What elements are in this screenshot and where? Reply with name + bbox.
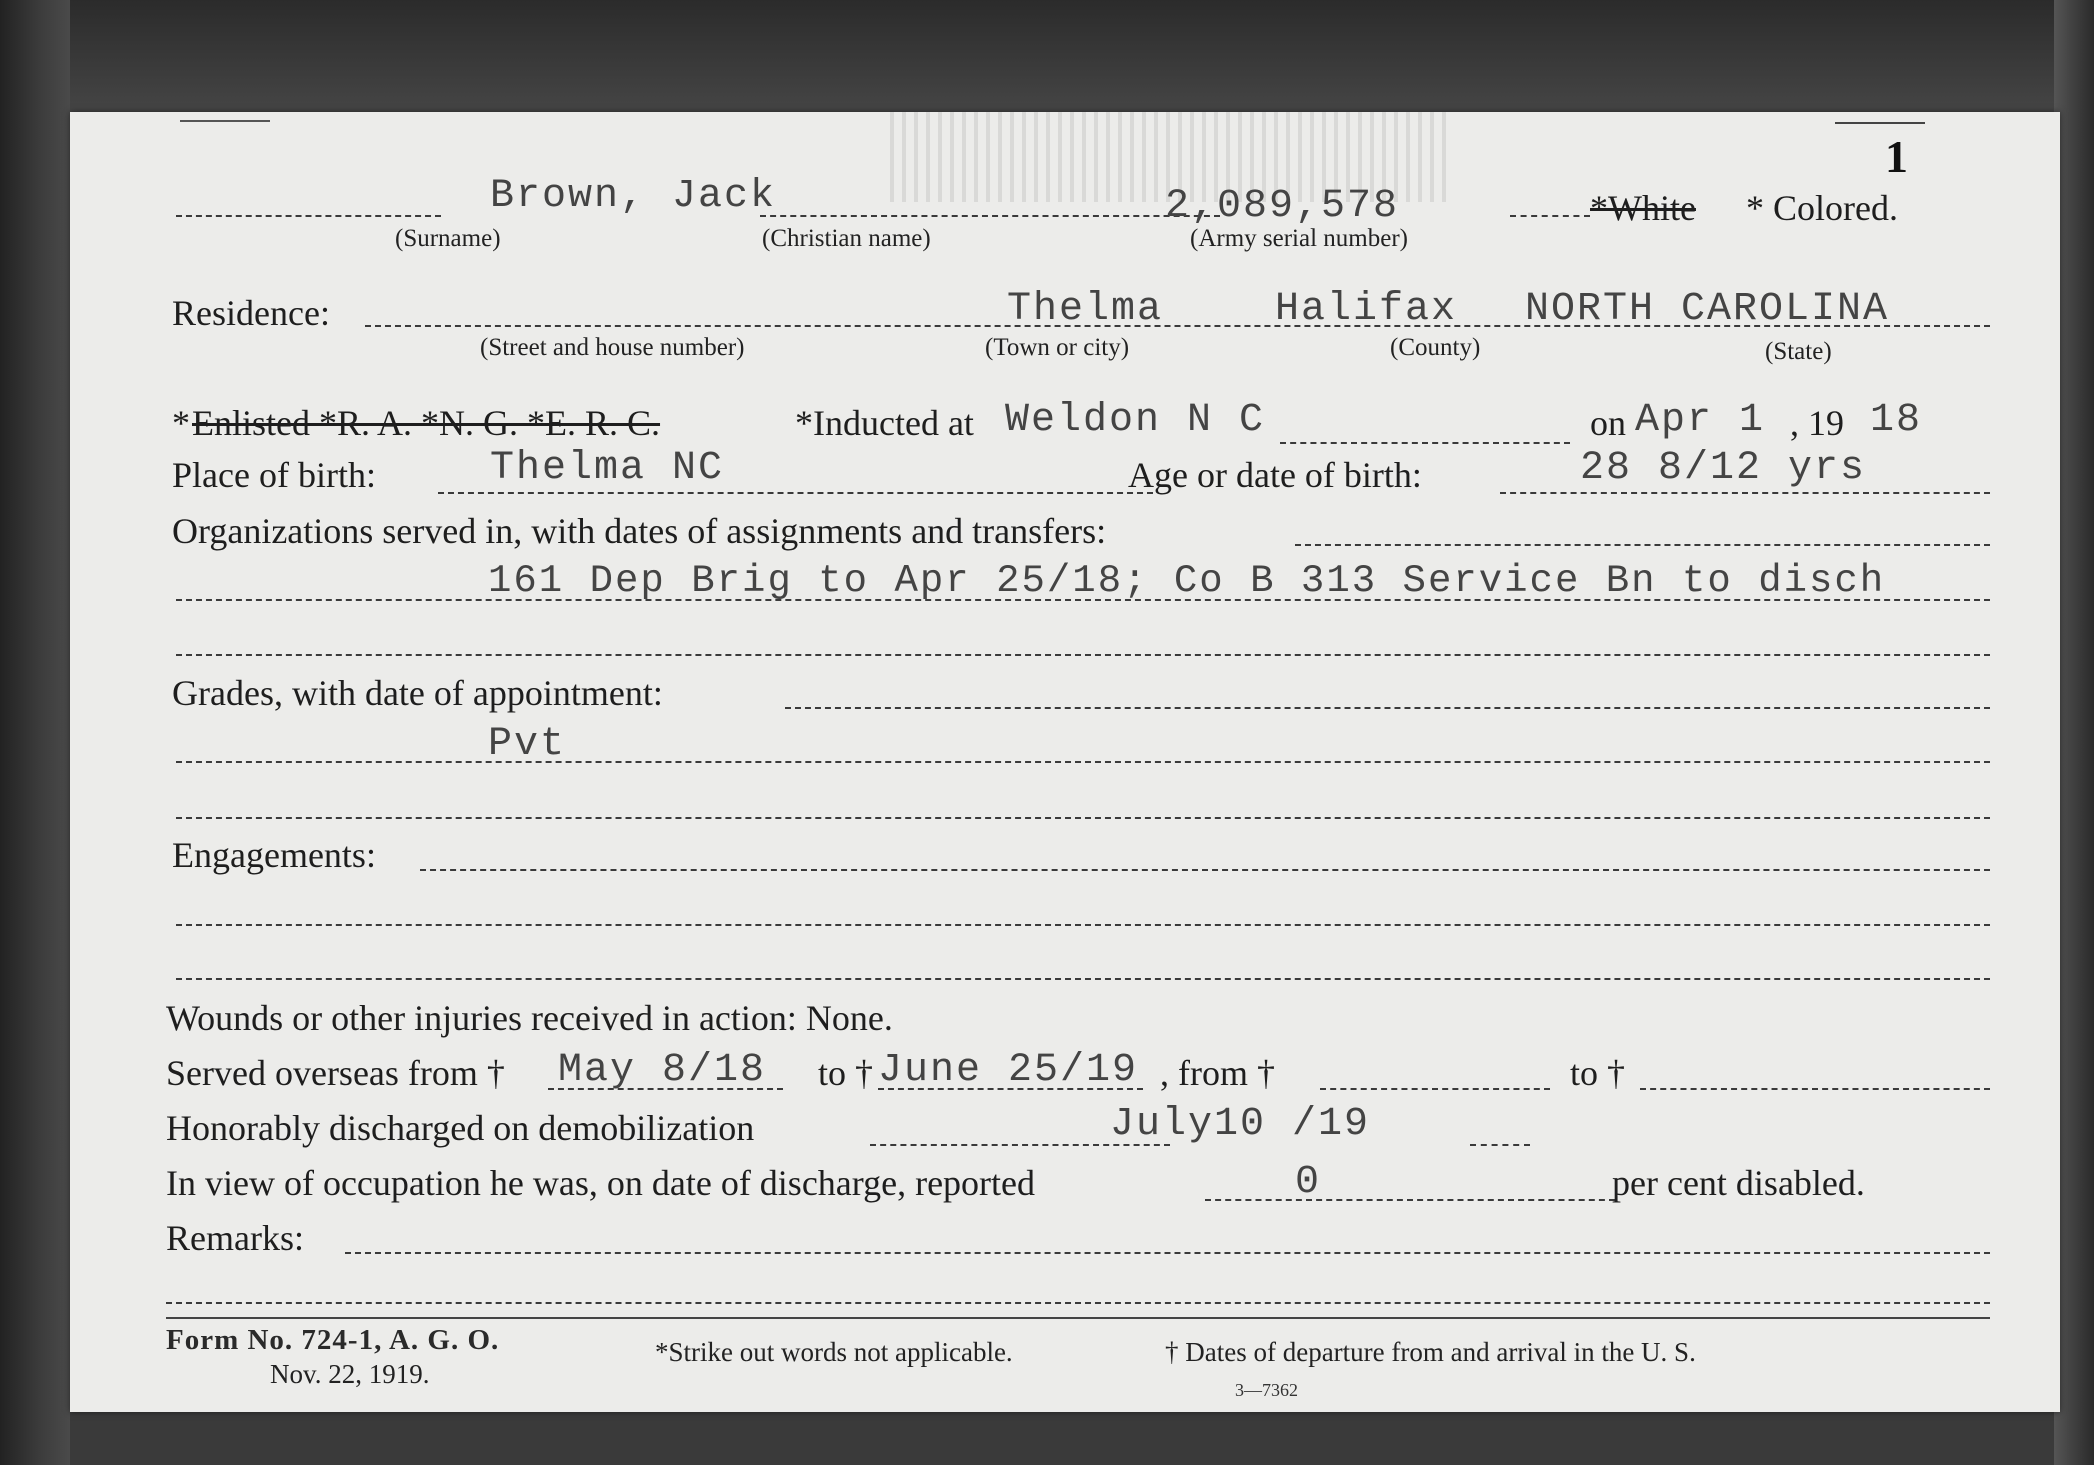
engagements-line-2 (176, 978, 1990, 980)
form-number: Form No. 724-1, A. G. O. (166, 1324, 500, 1356)
overseas-to-date: June 25/19 (878, 1048, 1139, 1093)
wounds-label: Wounds or other injuries received in action: None. (166, 998, 893, 1038)
place-of-birth-label: Place of birth: (172, 455, 376, 495)
engagements-line-1 (176, 924, 1990, 926)
name-line-left (176, 215, 441, 217)
name-value: Brown, Jack (490, 174, 777, 219)
place-of-birth-value: Thelma NC (490, 446, 725, 491)
residence-county: Halifax (1275, 287, 1458, 332)
induction-place: Weldon N C (1005, 398, 1266, 443)
grades-line-1 (176, 761, 1990, 763)
top-left-rule (180, 120, 270, 122)
disability-label: In view of occupation he was, on date of discharge, reported (166, 1163, 1036, 1203)
print-code: 3—7362 (1235, 1380, 1298, 1400)
overseas-label: Served overseas from † (166, 1053, 505, 1093)
name-line-right (760, 215, 1220, 217)
service-record-card (70, 112, 2060, 1412)
age-label: Age or date of birth: (1128, 455, 1422, 495)
residence-label: Residence: (172, 293, 330, 333)
overseas-from-date: May 8/18 (558, 1048, 767, 1093)
grades-line-2 (176, 817, 1990, 819)
discharge-line-end (1470, 1144, 1530, 1146)
army-serial-value: 2,089,578 (1165, 184, 1400, 229)
disability-suffix: per cent disabled. (1612, 1163, 1865, 1203)
induction-place-line (1280, 442, 1570, 444)
inducted-at-label: *Inducted at (795, 403, 974, 443)
strike-note: *Strike out words not applicable. (655, 1337, 1013, 1367)
overseas-from2-line (1320, 1088, 1550, 1090)
caption-town: (Town or city) (985, 334, 1130, 361)
residence-state: NORTH CAROLINA (1525, 287, 1890, 332)
engagements-line-0 (420, 869, 1990, 871)
organizations-line-0 (1295, 544, 1990, 546)
scan-background-left (0, 0, 70, 1465)
engagements-label: Engagements: (172, 835, 376, 875)
caption-surname: (Surname) (395, 225, 501, 252)
discharge-label: Honorably discharged on demobilization (166, 1108, 755, 1148)
card-number: 1 (1885, 131, 1908, 182)
dates-note: † Dates of departure from and arrival in the U. S. (1165, 1337, 1696, 1367)
organizations-line-2 (176, 654, 1990, 656)
grades-line-0 (785, 707, 1990, 709)
caption-christian-name: (Christian name) (762, 225, 931, 252)
grades-value: Pvt (488, 722, 567, 767)
induction-year-prefix: , 19 (1790, 403, 1844, 443)
age-line (1500, 492, 1990, 494)
organizations-label: Organizations served in, with dates of assignments and transfers: (172, 511, 1107, 551)
form-date: Nov. 22, 1919. (270, 1359, 430, 1389)
race-white-struck: *White (1590, 188, 1696, 228)
scan-background-right (2054, 0, 2094, 1465)
on-label: on (1590, 403, 1626, 443)
induction-year-suffix: 18 (1870, 398, 1923, 443)
race-line (1510, 215, 1590, 217)
top-right-rule (1835, 122, 1925, 124)
enlisted-star: * (172, 403, 190, 443)
footer-rule (166, 1317, 1990, 1319)
remarks-line-1 (166, 1302, 1990, 1304)
overseas-from2-label: , from † (1160, 1053, 1275, 1093)
caption-army-serial: (Army serial number) (1190, 225, 1408, 252)
scan-background-top (0, 0, 2094, 112)
organizations-value: 161 Dep Brig to Apr 25/18; Co B 313 Service Bn to disch (488, 559, 1886, 603)
age-value: 28 8/12 yrs (1580, 446, 1867, 491)
disability-value: 0 (1295, 1160, 1322, 1205)
discharge-date: July10 /19 (1110, 1102, 1371, 1147)
remarks-line-0 (345, 1252, 1990, 1254)
overseas-to-label: to † (818, 1053, 874, 1093)
overseas-to2-label: to † (1570, 1053, 1626, 1093)
grades-label: Grades, with date of appointment: (172, 673, 663, 713)
remarks-label: Remarks: (166, 1218, 304, 1258)
residence-town: Thelma (1007, 287, 1164, 332)
enlistment-types-struck: Enlisted *R. A. *N. G. *E. R. C. (192, 403, 661, 443)
caption-county: (County) (1390, 334, 1481, 361)
caption-street: (Street and house number) (480, 334, 745, 361)
overseas-to2-line (1640, 1088, 1990, 1090)
disability-line (1205, 1199, 1615, 1201)
induction-date: Apr 1 (1635, 398, 1766, 443)
place-of-birth-line (438, 492, 1153, 494)
race-colored: * Colored. (1746, 188, 1898, 228)
caption-state: (State) (1765, 338, 1832, 365)
